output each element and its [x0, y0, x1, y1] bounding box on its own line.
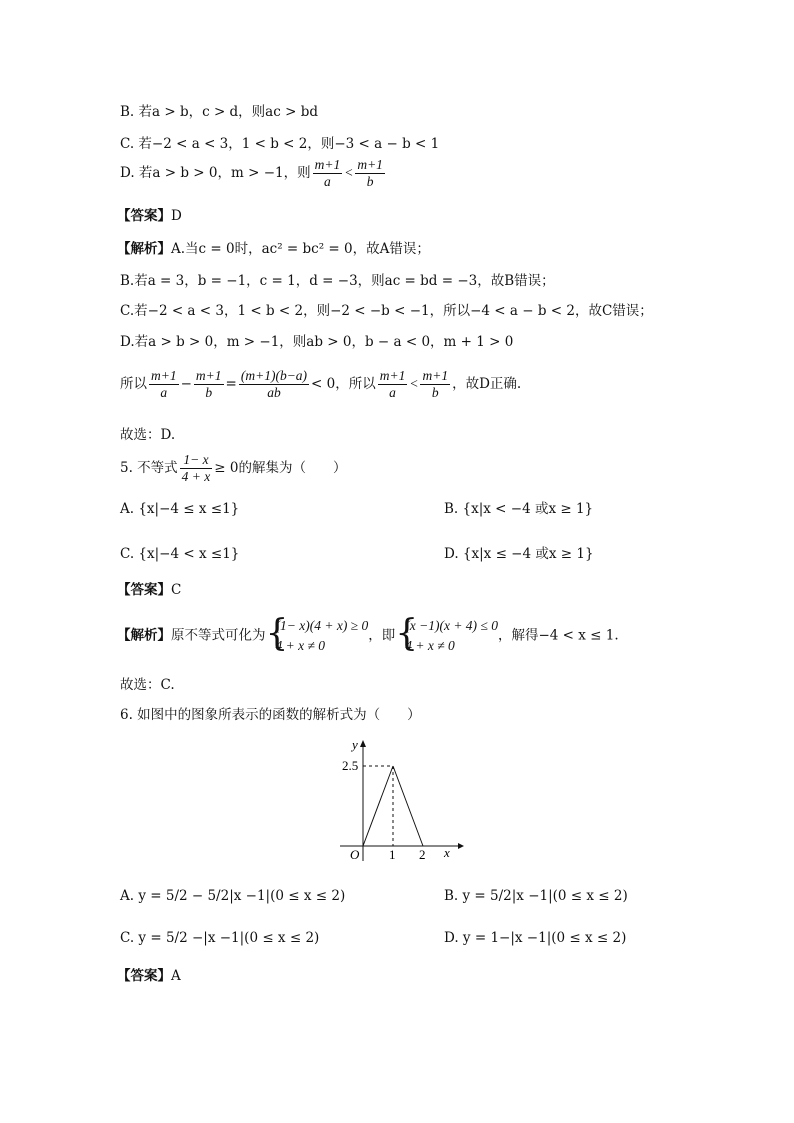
fraction-numerator: 1− x [180, 452, 213, 469]
q5-conclusion: 故选：C. [120, 677, 175, 693]
system-row: 4 + x ≠ 0 [405, 638, 455, 653]
q6-stem: 6. 如图中的图象所表示的函数的解析式为（ ） [120, 707, 421, 723]
fraction [180, 452, 213, 485]
fraction [194, 368, 224, 401]
y-tick-label: 2.5 [342, 758, 359, 773]
y-axis-arrow [360, 740, 366, 747]
fraction-denominator: b [366, 174, 374, 189]
origin-label: O [350, 847, 360, 862]
fraction-denominator: b [431, 385, 439, 400]
q4-analysis-4: D.若a > b > 0，m > −1，则ab > 0，b − a < 0，m + 1 > 0 [120, 334, 514, 350]
fraction [420, 368, 450, 401]
brace: { [395, 613, 419, 654]
q5-stem [120, 452, 346, 485]
analysis-text: ，解得−4 < x ≤ 1. [497, 627, 619, 644]
analysis-tag: 【解析】 [117, 241, 171, 257]
brace: { [265, 613, 289, 654]
x-axis-arrow [458, 843, 464, 849]
fraction-denominator: a [389, 385, 396, 400]
fraction [378, 368, 408, 401]
q4-analysis-1 [117, 240, 430, 258]
graph-falling-segment [393, 766, 423, 846]
fraction-numerator: m+1 [422, 368, 449, 383]
fraction-numerator: m+1 [195, 368, 222, 383]
text: 所以 [120, 376, 147, 392]
graph-rising-segment [363, 766, 393, 846]
x-tick-label: 2 [419, 847, 426, 862]
answer-tag: 【答案】 [117, 582, 171, 598]
q5-analysis [117, 613, 619, 656]
system-row: (1− x)(4 + x) ≥ 0 [275, 618, 369, 633]
system-row: 4 + x ≠ 0 [275, 638, 326, 653]
q4-analysis-2: B.若a = 3，b = −1，c = 1，d = −3，则ac = bd = −3，故B错误； [120, 273, 555, 289]
q5-option-d: D. {x|x ≤ −4 或x ≥ 1} [444, 546, 594, 562]
q6-answer [117, 967, 181, 985]
answer-value: A [171, 968, 181, 984]
fraction-numerator: m+1 [151, 368, 177, 383]
q4-analysis-3: C.若−2 < a < 3，1 < b < 2，则−2 < −b < −1，所以−4 < a − b < 2，故C错误； [120, 303, 653, 319]
answer-tag: 【答案】 [117, 208, 171, 224]
x-tick-label: 1 [389, 847, 396, 862]
answer-value: D [171, 208, 182, 224]
fraction-numerator: m+1 [379, 368, 406, 383]
stem-text: ≥ 0的解集为（ ） [214, 460, 347, 476]
analysis-tag: 【解析】 [117, 627, 171, 644]
analysis-text: A.当c = 0时，ac² = bc² = 0，故A错误； [171, 241, 430, 257]
less-than: < [344, 165, 354, 180]
analysis-text: 原不等式可化为 [171, 627, 266, 644]
inequality-system [265, 613, 369, 656]
fraction-denominator: a [160, 385, 168, 400]
answer-value: C [171, 582, 182, 598]
fraction-numerator: m+1 [314, 157, 341, 172]
fraction-numerator: m+1 [357, 157, 383, 172]
fraction-denominator: ab [267, 385, 281, 400]
analysis-text: ，即 [368, 627, 396, 644]
inequality-system [395, 613, 498, 656]
fraction-denominator: b [205, 385, 213, 400]
text: < 0，所以 [311, 376, 376, 392]
fraction [355, 157, 385, 190]
fraction-denominator: a [324, 174, 331, 189]
fraction [149, 368, 179, 401]
fraction [239, 368, 309, 401]
q6-option-b: B. y = 5/2|x −1|(0 ≤ x ≤ 2) [444, 888, 628, 904]
q4-option-d [120, 157, 387, 190]
minus-sign: − [180, 376, 192, 392]
x-axis-label: x [444, 845, 450, 860]
stem-text: 5. 不等式 [120, 460, 178, 476]
q4-conclusion: 故选：D. [120, 427, 176, 443]
answer-tag: 【答案】 [117, 968, 171, 984]
q4-option-d-text: D. 若a > b > 0，m > −1，则 [120, 165, 311, 181]
q5-option-b: B. {x|x < −4 或x ≥ 1} [444, 501, 594, 517]
q6-option-a: A. y = 5/2 − 5/2|x −1|(0 ≤ x ≤ 2) [120, 888, 346, 904]
function-graph [330, 735, 470, 865]
q4-answer [117, 207, 182, 225]
fraction-numerator: (m+1)(b−a) [240, 368, 308, 383]
q5-option-a: A. {x|−4 ≤ x ≤1} [120, 501, 240, 517]
text: ，故D正确. [452, 376, 522, 392]
q4-analysis-5 [120, 368, 521, 401]
q5-answer [117, 581, 181, 599]
q6-option-d: D. y = 1−|x −1|(0 ≤ x ≤ 2) [444, 930, 627, 946]
q6-option-c: C. y = 5/2 −|x −1|(0 ≤ x ≤ 2) [120, 930, 320, 946]
fraction-denominator: 4 + x [181, 469, 211, 484]
fraction [313, 157, 343, 190]
q4-option-b: B. 若a > b，c > d，则ac > bd [120, 104, 318, 120]
y-axis-label: y [352, 737, 358, 752]
q4-option-c: C. 若−2 < a < 3，1 < b < 2，则−3 < a − b < 1 [120, 136, 440, 152]
system-row: (x −1)(x + 4) ≤ 0 [405, 618, 498, 633]
less-than: < [409, 376, 419, 391]
q5-option-c: C. {x|−4 < x ≤1} [120, 546, 240, 562]
equals-sign: = [225, 376, 237, 392]
